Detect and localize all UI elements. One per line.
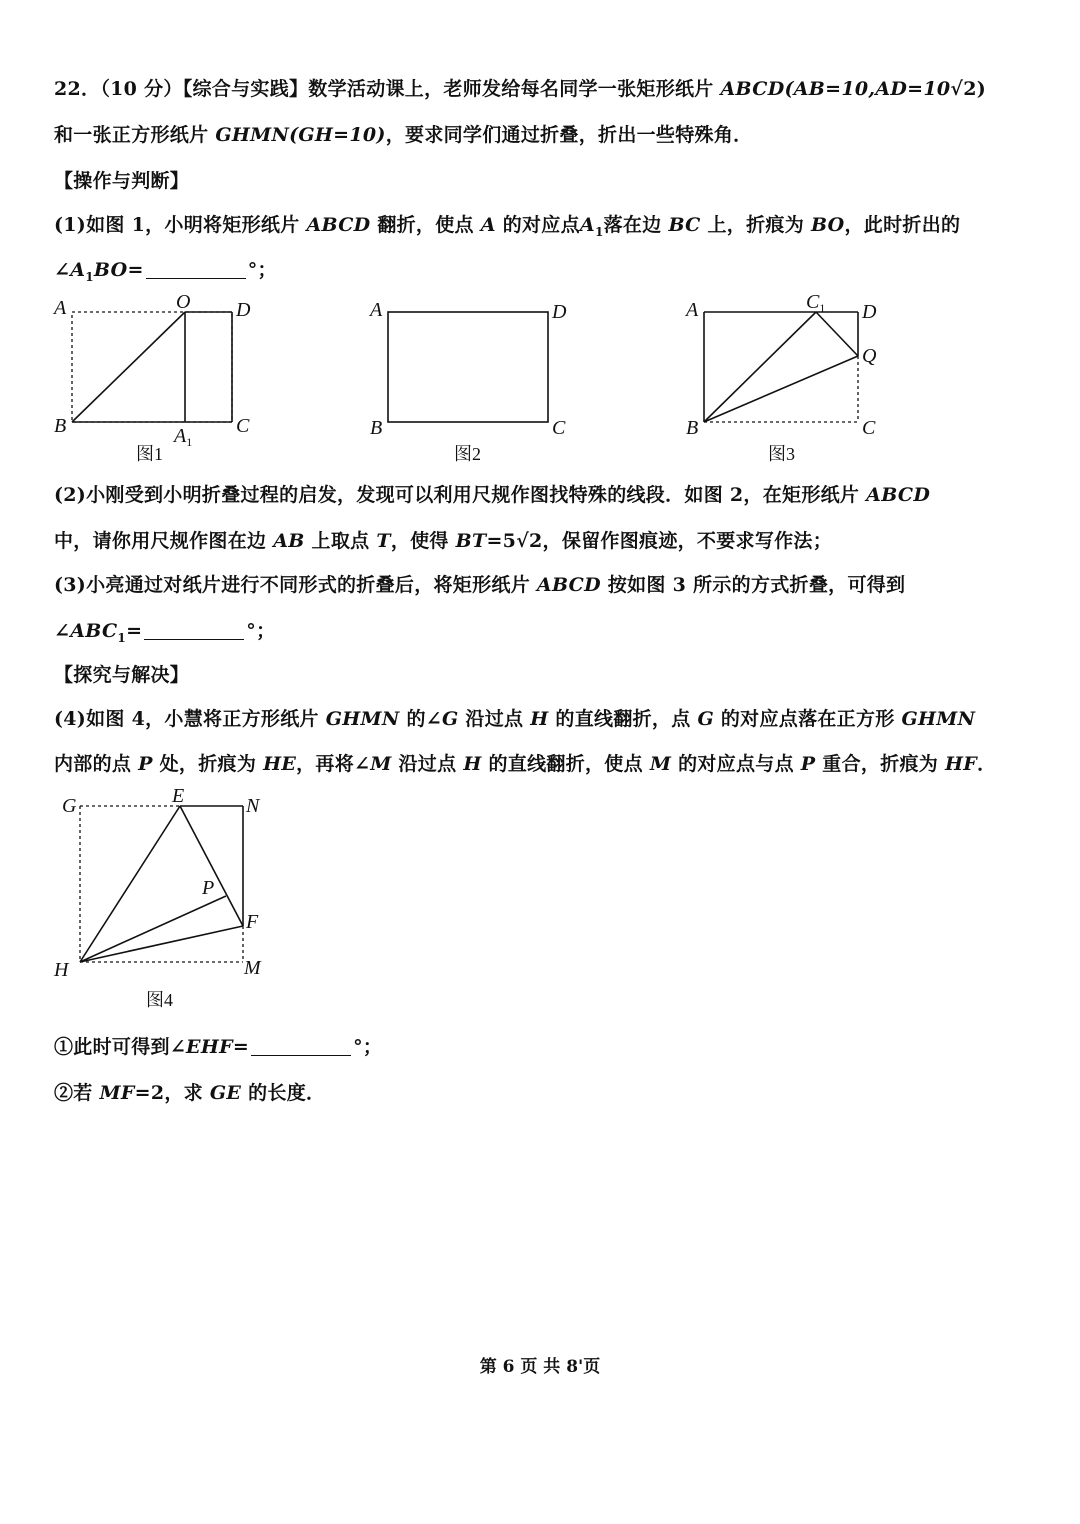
s1-eq: = <box>232 1036 250 1058</box>
p5-text: 内部的点 <box>54 753 139 775</box>
fig1-label-a: A <box>54 297 67 319</box>
p1-point-a1: A <box>579 214 595 236</box>
p5-point-p-2: P <box>800 753 816 775</box>
p2-text-5: ，保留作图痕迹，不要求写作法； <box>542 530 833 552</box>
part-1-line-2 <box>54 255 277 284</box>
p2-text-4: ，使得 <box>390 530 456 552</box>
p3-eq: = <box>126 620 143 642</box>
p1-point-a: A <box>480 214 496 236</box>
p4-point-g: G <box>697 708 714 730</box>
figure-3 <box>680 288 910 468</box>
p5-text-3: ，再将 <box>296 753 355 775</box>
p1-abcd: ABCD <box>306 214 371 236</box>
fig1-label-a1: $A_1$ <box>174 425 193 449</box>
p4-ghmn-2: GHMN <box>901 708 976 730</box>
section-title: 【操作与判断】 <box>54 170 190 192</box>
p2-point-t: T <box>376 530 391 552</box>
fig2-caption: 图2 <box>454 444 481 464</box>
p1-bo: BO <box>810 214 845 236</box>
square-intro: 和一张正方形纸片 <box>54 124 216 146</box>
fig1-label-d: D <box>236 299 251 321</box>
fig3-edge-c1q <box>816 312 858 356</box>
p2-abcd: ABCD <box>866 484 931 506</box>
section-title-2: 【探究与解决】 <box>54 664 190 686</box>
p1-text-3: 的对应点 <box>495 214 580 236</box>
p5-angle-m: ∠M <box>354 753 392 775</box>
task-text: ，要求同学们通过折叠，折出一些特殊角． <box>385 124 753 146</box>
p2-sqrt2: √2 <box>516 530 543 552</box>
fig1-label-c: C <box>236 415 250 437</box>
fig1-label-b: B <box>54 415 67 437</box>
fig4-label-p: P <box>202 877 215 899</box>
fig4-label-g: G <box>62 795 77 817</box>
page-footer: 第 6 页 共 8'页 <box>479 1357 601 1377</box>
figure-2 <box>362 288 592 468</box>
p5-he: HE <box>263 753 297 775</box>
p1-text-2: 翻折，使点 <box>370 214 481 236</box>
answer-blank-3[interactable] <box>251 1037 351 1056</box>
p4-point-h: H <box>530 708 549 730</box>
p2-eq: =5 <box>486 530 517 552</box>
p1-sub: 1 <box>594 224 604 239</box>
fig2-label-d: D <box>552 301 567 323</box>
section-heading-operate <box>54 166 189 193</box>
square-dimensions: GHMN(GH=10) <box>215 124 386 146</box>
fig3-crease-bq <box>704 356 858 422</box>
p4-text-2: 的 <box>399 708 426 730</box>
fig2-label-c: C <box>552 417 566 439</box>
degree-mark: °； <box>247 259 277 281</box>
fig1-crease-bo <box>72 312 185 422</box>
part-3-line-1 <box>54 570 905 597</box>
part-4-line-1 <box>54 704 975 731</box>
fig1-label-o: O <box>176 291 191 313</box>
angle-ehf: ∠EHF <box>169 1036 233 1058</box>
sub-question-1 <box>54 1032 382 1059</box>
fig4-caption: 图4 <box>146 990 173 1010</box>
p4-text-4: 的直线翻折，点 <box>548 708 698 730</box>
p1-bc: BC <box>668 214 701 236</box>
part-1-line-1 <box>54 210 960 239</box>
angle-abc1: ∠ABC <box>54 620 118 642</box>
p5-text-5: 的直线翻折，使点 <box>481 753 650 775</box>
p2-text-3: 上取点 <box>304 530 377 552</box>
p2-ab: AB <box>273 530 305 552</box>
fig2-rect-abcd <box>388 312 548 422</box>
p1-text-5: 上，折痕为 <box>700 214 811 236</box>
fig4-label-m: M <box>244 957 261 979</box>
fig1-original-rect <box>72 312 232 422</box>
p2-text: (2)小刚受到小明折叠过程的启发，发现可以利用尺规作图找特殊的线段．如图 2，在矩形纸片 <box>54 484 867 506</box>
answer-blank-2[interactable] <box>144 621 244 640</box>
p5-point-m: M <box>649 753 672 775</box>
section-heading-explore <box>54 660 189 687</box>
question-line-2 <box>54 120 752 147</box>
part-2-line-1 <box>54 480 930 507</box>
s2-text-3: 的长度． <box>241 1082 326 1104</box>
p5-point-h: H <box>463 753 482 775</box>
p5-hf: HF <box>945 753 978 775</box>
fig3-label-d: D <box>862 301 877 323</box>
fig3-caption: 图3 <box>768 444 795 464</box>
p4-ghmn: GHMN <box>325 708 400 730</box>
s2-mf: MF <box>99 1082 135 1104</box>
p5-point-p: P <box>138 753 153 775</box>
sqrt-two: √2 <box>950 78 977 100</box>
p3-text-2: 按如图 3 所示的方式折叠，可得到 <box>600 574 906 596</box>
angle-bo: BO= <box>93 259 144 281</box>
figure-1 <box>50 288 270 468</box>
p4-angle-g: ∠G <box>425 708 459 730</box>
p3-text: (3)小亮通过对纸片进行不同形式的折叠后，将矩形纸片 <box>54 574 537 596</box>
fig3-label-b: B <box>686 417 699 439</box>
rect-dimensions: ABCD(AB=10,AD=10 <box>720 78 951 100</box>
fig4-label-h: H <box>54 959 69 981</box>
part-4-line-2 <box>54 749 996 776</box>
question-line-1 <box>54 74 986 101</box>
fig3-label-a: A <box>686 299 699 321</box>
degree-mark-2: °； <box>246 620 276 642</box>
p1-text-6: ，此时折出的 <box>844 214 961 236</box>
fig4-label-e: E <box>172 785 185 807</box>
p5-text-2: 处，折痕为 <box>152 753 264 775</box>
fig2-label-a: A <box>370 299 383 321</box>
fig1-caption: 图1 <box>136 444 163 464</box>
p2-text-2: 中，请你用尺规作图在边 <box>54 530 274 552</box>
fig3-edge-bc1 <box>704 312 816 422</box>
p5-text-7: 重合，折痕为 <box>815 753 946 775</box>
p5-text-4: 沿过点 <box>391 753 464 775</box>
s1-text: ①此时可得到 <box>54 1036 170 1058</box>
part-2-line-2 <box>54 526 832 553</box>
close-paren: ) <box>976 78 987 100</box>
angle-sub-2: 1 <box>117 630 127 645</box>
p1-text: (1)如图 1，小明将矩形纸片 <box>54 214 307 236</box>
fig3-label-c1: $C_1$ <box>806 291 826 315</box>
p4-text-3: 沿过点 <box>458 708 531 730</box>
p1-text-4: 落在边 <box>603 214 669 236</box>
angle-sub: 1 <box>85 269 94 284</box>
question-intro-text: 22．（10 分）【综合与实践】数学活动课上，老师发给每名同学一张矩形纸片 <box>54 78 721 100</box>
angle-a1bo: ∠A <box>54 259 86 281</box>
sub-question-2 <box>54 1078 325 1105</box>
fig2-label-b: B <box>370 417 383 439</box>
p3-abcd: ABCD <box>536 574 601 596</box>
fig3-label-c: C <box>862 417 876 439</box>
p4-text-5: 的对应点落在正方形 <box>713 708 902 730</box>
p4-text: (4)如图 4，小慧将正方形纸片 <box>54 708 326 730</box>
fig4-edge-ef <box>180 806 243 926</box>
fig4-label-f: F <box>246 911 259 933</box>
degree-mark-3: °； <box>353 1036 383 1058</box>
p5-end: ． <box>977 753 997 775</box>
p5-text-6: 的对应点与点 <box>671 753 801 775</box>
s2-text-2: =2，求 <box>134 1082 210 1104</box>
s2-text: ②若 <box>54 1082 100 1104</box>
s2-ge: GE <box>209 1082 242 1104</box>
part-3-line-2 <box>54 616 275 645</box>
p2-bt: BT <box>455 530 487 552</box>
answer-blank-1[interactable] <box>146 260 246 279</box>
fig4-crease-hf <box>80 926 243 962</box>
fig3-label-q: Q <box>862 345 877 367</box>
figure-4 <box>50 782 280 1014</box>
fig4-label-n: N <box>246 795 260 817</box>
